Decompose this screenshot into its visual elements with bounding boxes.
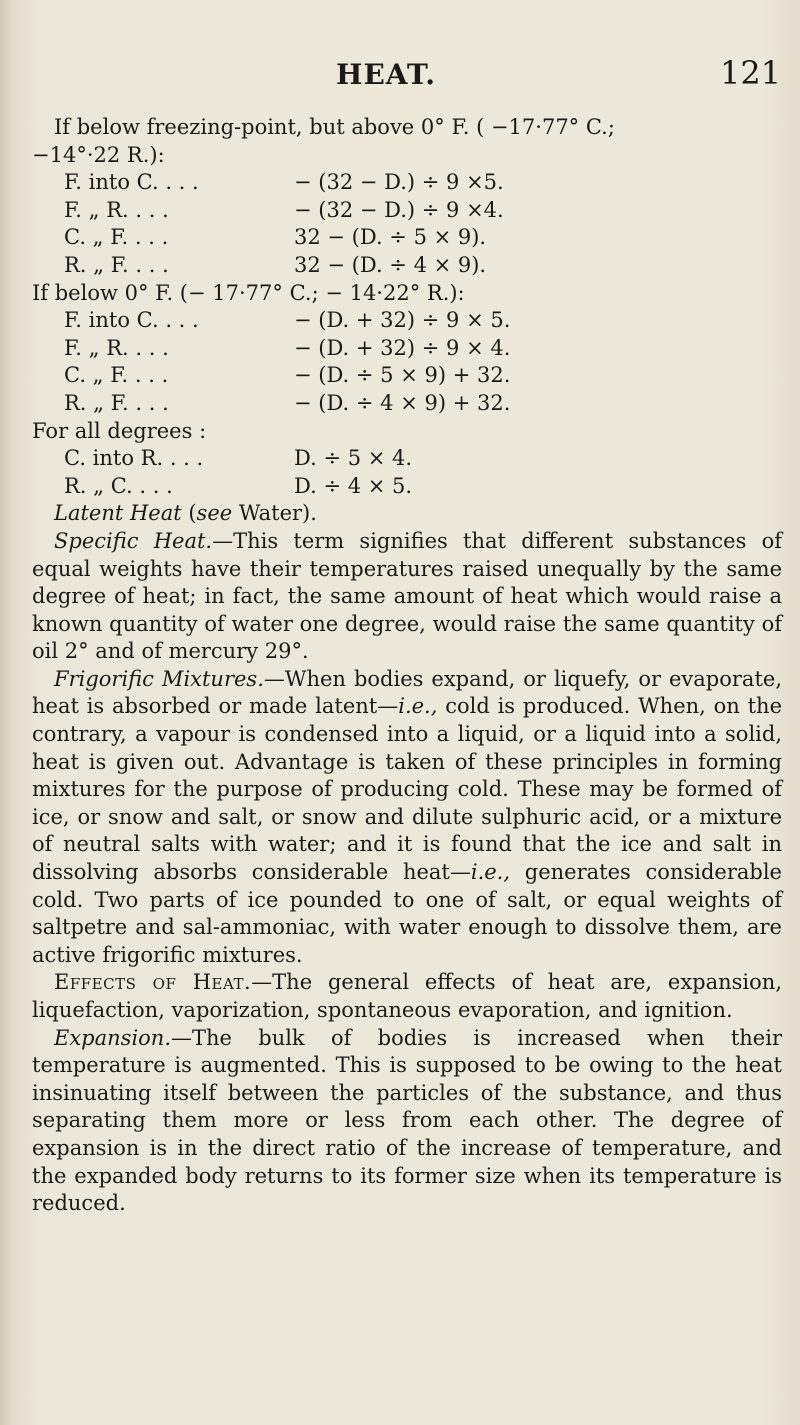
page-header [0,52,800,92]
intro-line-1: If below freezing-point, but above 0° F. ( −17·77° C.; [54,115,615,139]
conversion-row [32,473,782,501]
conversion-formula: − (32 − D.) ÷ 9 ×4. [294,197,504,222]
conversion-label: R. „ F. . . . [64,252,169,277]
conversion-formula: − (D. + 32) ÷ 9 × 4. [294,335,511,360]
conversion-group-below-zero [32,307,782,417]
expansion-term: Expansion. [54,1025,171,1050]
conversion-label: R. „ C. . . . [64,473,173,498]
conversion-row [32,390,782,418]
conversion-row [32,335,782,363]
conversion-row [32,224,782,252]
running-title: HEAT. [336,58,436,91]
conversion-label: F. into C. . . . [64,170,199,195]
conversion-label: R. „ F. . . . [64,390,169,415]
specific-heat-paragraph [32,528,782,666]
specific-heat-text: —This term signifies that different substances of equal weights have their temperatures raised unequally by the same degree of heat; in fact, the same amount of heat which would raise a known quantity of water one degree, would raise the same quantity of oil 2° and of mercury 29°. [32,528,783,664]
conversion-formula: − (D. ÷ 4 × 9) + 32. [294,390,511,415]
conversion-formula: 32 − (D. ÷ 4 × 9). [294,252,487,277]
below-zero-heading: If below 0° F. (− 17·77° C.; − 14·22° R.): [32,280,465,305]
conversion-label: C. into R. . . . [64,446,204,471]
conversion-group-all-degrees [32,445,782,500]
frigorific-ie-2: i.e., [470,860,511,885]
expansion-paragraph [32,1025,782,1218]
conversion-formula: 32 − (D. ÷ 5 × 9). [294,225,487,250]
conversion-label: C. „ F. . . . [64,225,169,250]
latent-heat-term: Latent Heat [54,501,182,526]
conversion-row [32,307,782,335]
conversion-label: F. „ R. . . . [64,197,169,222]
conversion-label: F. into C. . . . [64,308,199,333]
conversion-label: C. „ F. . . . [64,363,169,388]
frigorific-mixtures-paragraph [32,666,782,970]
conversion-label: F. „ R. . . . [64,335,169,360]
latent-heat-entry [32,500,782,528]
effects-term: Effects of Heat. [54,970,252,995]
frigorific-text-a: —When bodies expand, or liquefy, or evaporate, heat is absorbed or made latent— [32,666,782,719]
conversion-formula: − (D. ÷ 5 × 9) + 32. [294,363,511,388]
page-body [32,114,782,1218]
conversion-formula: D. ÷ 4 × 5. [294,473,413,498]
conversion-row [32,445,782,473]
conversion-formula: − (32 − D.) ÷ 9 ×5. [294,170,504,195]
all-degrees-heading: For all degrees : [32,418,207,443]
specific-heat-term: Specific Heat. [54,528,213,553]
frigorific-text-c: generates considerable cold. Two parts of ice pounded to one of salt, or equal weights of saltpetre and sal-ammoniac, with water enough to dissolve them, are active frigorific mixtures. [32,860,782,967]
conversion-formula: − (D. + 32) ÷ 9 × 5. [294,308,511,333]
conversion-row [32,362,782,390]
frigorific-term: Frigorific Mixtures. [54,666,264,691]
expansion-text: —The bulk of bodies is increased when their temperature is augmented. This is supposed to be owing to the heat insinuating itself between the particles of the substance, and thus separating them more or less from each other. The degree of expansion is in the direct ratio of the increase of temperature, and the expanded body returns to its former size when its temperature is reduced. [32,1025,782,1216]
latent-heat-open: ( [181,501,197,526]
effects-of-heat-paragraph [32,969,782,1024]
conversion-row [32,197,782,225]
frigorific-ie-1: i.e., [398,694,438,719]
conversion-formula: D. ÷ 5 × 4. [294,446,413,471]
intro-line-2: −14°·22 R.): [32,142,165,167]
page-number: 121 [720,54,782,92]
conversion-row [32,169,782,197]
effects-text: —The general effects of heat are, expansion, liquefaction, vaporization, spontaneous evaporation, and ignition. [32,970,782,1022]
conversion-group-above-zero [32,169,782,279]
latent-heat-rest: Water). [232,501,317,526]
latent-heat-see: see [196,501,233,526]
frigorific-text-b: cold is produced. When, on the contrary, a vapour is condensed into a liquid, or a liquid into a solid, heat is given out. Advantage is taken of these principles in forming mixtures for the purpose of producing cold. These may be formed of ice, or snow and salt, or snow and dilute sulphuric acid, or a mixture of neutral salts with water; and it is found that the ice and salt in dissolving absorbs considerable heat— [32,694,782,885]
conversion-row [32,252,782,280]
